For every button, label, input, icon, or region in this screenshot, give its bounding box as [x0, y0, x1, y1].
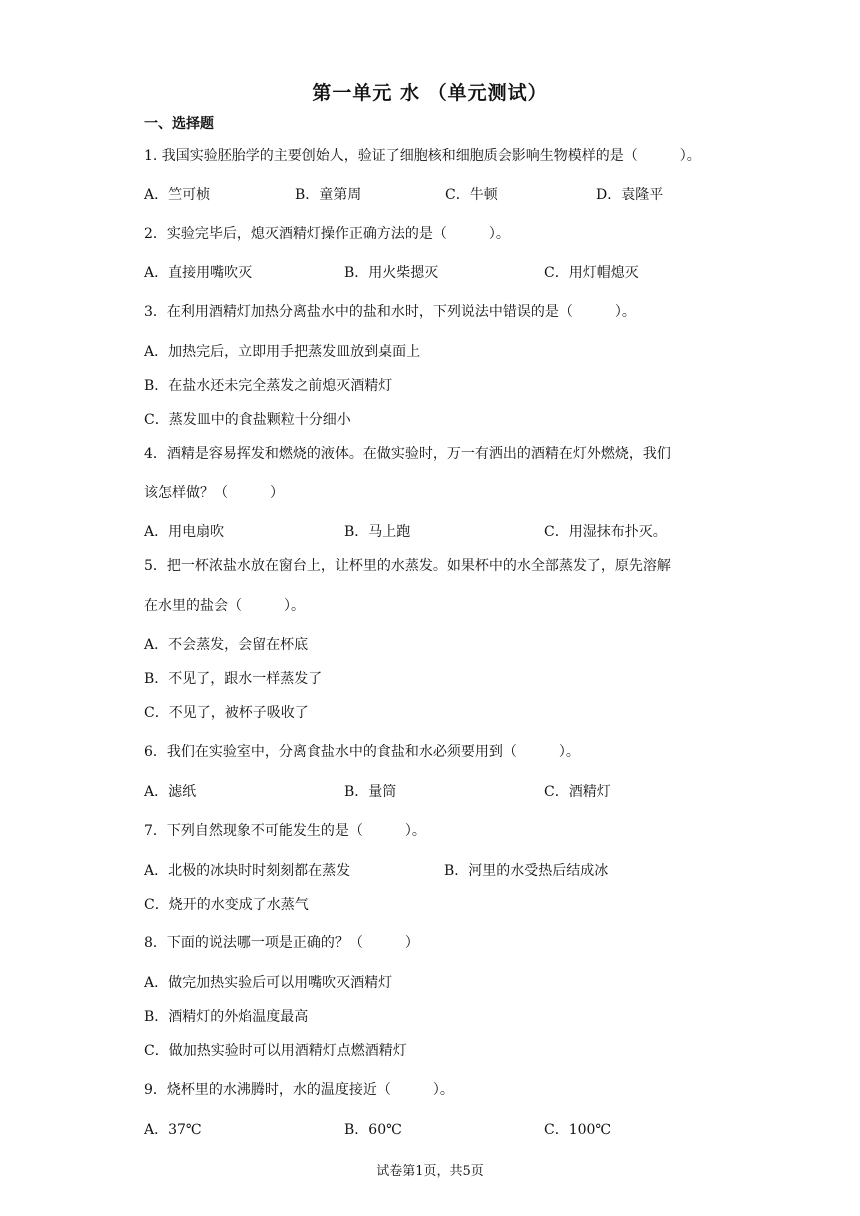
question-2-text: 2．实验完毕后，熄灭酒精灯操作正确方法的是（ ）。: [144, 226, 510, 242]
q7-option-b: B．河里的水受热后结成冰: [444, 863, 609, 879]
q9-option-c: C．100℃: [544, 1122, 612, 1138]
q5-option-c: C．不见了，被杯子吸收了: [144, 705, 309, 721]
q2-option-a: A．直接用嘴吹灭: [144, 265, 253, 281]
q8-option-a: A．做完加热实验后可以用嘴吹灭酒精灯: [144, 975, 393, 991]
q9-option-a: A．37℃: [144, 1122, 202, 1138]
q3-option-a: A．加热完后，立即用手把蒸发皿放到桌面上: [144, 344, 421, 360]
section-heading: 一、选择题: [144, 116, 214, 132]
q1-option-d: D．袁隆平: [596, 187, 664, 203]
question-4-text-line-2: 该怎样做？（ ）: [144, 485, 284, 501]
question-9-text: 9．烧杯里的水沸腾时，水的温度接近（ ）。: [144, 1082, 454, 1098]
question-7-text: 7．下列自然现象不可能发生的是（ ）。: [144, 823, 426, 839]
q2-option-c: C．用灯帽熄灭: [544, 265, 639, 281]
q8-option-b: B．酒精灯的外焰温度最高: [144, 1009, 309, 1025]
question-4-text-line-1: 4．酒精是容易挥发和燃烧的液体。在做实验时，万一有洒出的酒精在灯外燃烧，我们: [144, 446, 671, 462]
q5-option-b: B．不见了，跟水一样蒸发了: [144, 671, 323, 687]
q6-option-c: C．酒精灯: [544, 784, 611, 800]
q5-option-a: A．不会蒸发，会留在杯底: [144, 637, 309, 653]
question-5-text-line-1: 5．把一杯浓盐水放在窗台上，让杯里的水蒸发。如果杯中的水全部蒸发了，原先溶解: [144, 558, 671, 574]
page-footer: 试卷第1页，共5页: [376, 1164, 484, 1179]
page-title: 第一单元 水 （单元测试）: [312, 82, 548, 104]
question-8-text: 8．下面的说法哪一项是正确的？（ ）: [144, 935, 419, 951]
q4-option-b: B．马上跑: [344, 524, 411, 540]
q7-option-c: C．烧开的水变成了水蒸气: [144, 897, 309, 913]
q4-option-a: A．用电扇吹: [144, 524, 225, 540]
q3-option-c: C．蒸发皿中的食盐颗粒十分细小: [144, 412, 351, 428]
question-6-text: 6．我们在实验室中，分离食盐水中的食盐和水必须要用到（ ）。: [144, 744, 580, 760]
q4-option-c: C．用湿抹布扑灭。: [544, 524, 667, 540]
question-3-text: 3．在利用酒精灯加热分离盐水中的盐和水时，下列说法中错误的是（ ）。: [144, 304, 636, 320]
q3-option-b: B．在盐水还未完全蒸发之前熄灭酒精灯: [144, 378, 393, 394]
q1-option-a: A．竺可桢: [144, 187, 211, 203]
q6-option-b: B．量筒: [344, 784, 397, 800]
q7-option-a: A．北极的冰块时时刻刻都在蒸发: [144, 863, 351, 879]
q6-option-a: A．滤纸: [144, 784, 197, 800]
question-5-text-line-2: 在水里的盐会（ ）。: [144, 598, 305, 614]
q9-option-b: B．60℃: [344, 1122, 402, 1138]
q1-option-b: B．童第周: [295, 187, 362, 203]
question-1-text: 1. 我国实验胚胎学的主要创始人，验证了细胞核和细胞质会影响生物模样的是（ ）。: [144, 148, 701, 164]
q2-option-b: B．用火柴摁灭: [344, 265, 439, 281]
q8-option-c: C．做加热实验时可以用酒精灯点燃酒精灯: [144, 1043, 407, 1059]
q1-option-c: C．牛顿: [445, 187, 498, 203]
